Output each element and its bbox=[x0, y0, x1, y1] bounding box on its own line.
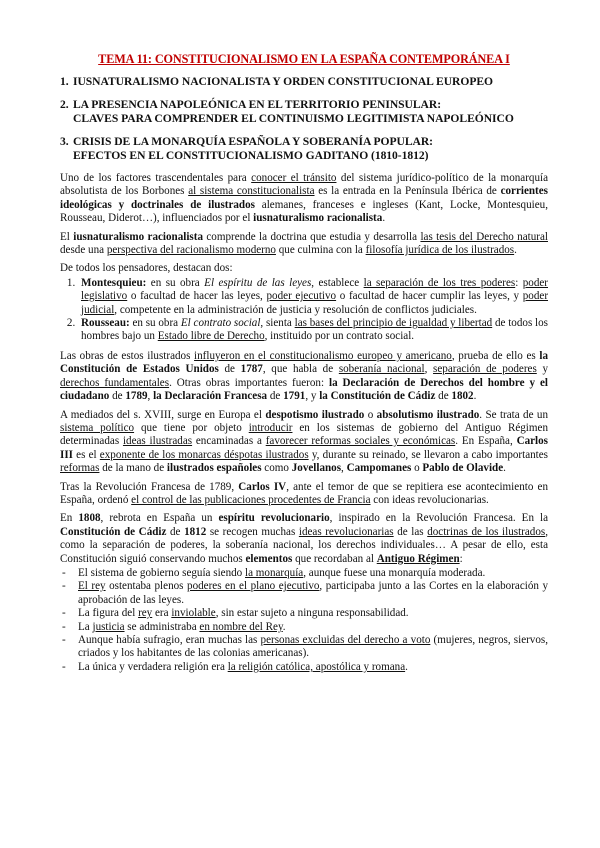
section-title: CRISIS DE LA MONARQUÍA ESPAÑOLA Y SOBERANÍA POPULAR: EFECTOS EN EL CONSTITUCIONALISMO GADITANO (1810-1812) bbox=[73, 135, 433, 162]
list-item: - El sistema de gobierno seguía siendo la monarquía, aunque fuese una monarquía moderada. bbox=[78, 567, 548, 580]
section-heading-2 bbox=[60, 98, 548, 126]
page-title: TEMA 11: CONSTITUCIONALISMO EN LA ESPAÑA CONTEMPORÁNEA I bbox=[98, 52, 510, 66]
paragraph-pensadores: De todos los pensadores, destacan dos: bbox=[60, 262, 233, 275]
document-page bbox=[60, 52, 548, 674]
list-item-montesquieu: 1. Montesquieu: en su obra El espíritu de las leyes, establece la separación de los tres poderes: poder legislativo o facultad de hacer las leyes, poder ejecutivo o facultad de hacer cumplir las leyes, y poder judicial, competente en la administración de justicia y resolución de conflictos judiciales. bbox=[78, 277, 548, 317]
paragraph-1808: En 1808, rebrota en España un espíritu revolucionario, inspirado en la Revolución Francesa. En la Constitución de Cádiz de 1812 se recogen muchas ideas revolucionarias de las doctrinas de los ilustrados, como la separación de poderes, la soberanía nacional, los derechos individuales… A pesar de ello, esta Constitución siguió conservando muchos elementos que recordaban al Antiguo Régimen: bbox=[60, 512, 549, 565]
list-item: - Aunque había sufragio, eran muchas las personas excluidas del derecho a voto (mujeres, negros, siervos, criados y los habitantes de las colonias americanas). bbox=[78, 634, 548, 661]
paragraph-iusnaturalismo: El iusnaturalismo racionalista comprende la doctrina que estudia y desarrolla las tesis del Derecho natural desde una perspectiva del racionalismo moderno que culmina con la filosofía jurídica de los ilustrados. bbox=[60, 230, 548, 257]
list-item: - La justicia se administraba en nombre del Rey. bbox=[78, 621, 548, 634]
list-item: - La única y verdadera religión era la religión católica, apostólica y romana. bbox=[78, 661, 548, 674]
list-item: - La figura del rey era inviolable, sin estar sujeto a ninguna responsabilidad. bbox=[78, 607, 548, 620]
section-number: 2. bbox=[60, 98, 69, 111]
section-heading-3 bbox=[60, 135, 548, 163]
paragraph-despotismo: A mediados del s. XVIII, surge en Europa el despotismo ilustrado o absolutismo ilustrado. Se trata de un sistema político que tiene por objeto introducir en los sistemas de gobierno del Antiguo Régimen determinadas ideas ilustradas encaminadas a favorecer reformas sociales y económicas. En España, Carlos III es el exponente de los monarcas déspotas ilustrados y, durante su reinado, se llevaron a cabo importantes reformas de la mano de ilustrados españoles como Jovellanos, Campomanes o Pablo de Olavide. bbox=[60, 408, 549, 475]
list-item: - El rey ostentaba plenos poderes en el plano ejecutivo, participaba junto a las Cortes en la elaboración y aprobación de las leyes. bbox=[78, 580, 548, 607]
thinkers-list bbox=[60, 277, 548, 344]
section-heading-1 bbox=[60, 75, 548, 89]
section-title: LA PRESENCIA NAPOLEÓNICA EN EL TERRITORIO PENINSULAR: CLAVES PARA COMPRENDER EL CONTINUISMO LEGITIMISTA NAPOLEÓNICO bbox=[73, 98, 514, 125]
antiguo-regimen-list bbox=[60, 567, 548, 674]
paragraph-obras: Las obras de estos ilustrados influyeron en el constitucionalismo europeo y americano, prueba de ello es la Constitución de Estados Unidos de 1787, que habla de soberanía nacional, separación de poderes y derechos fundamentales. Otras obras importantes fueron: la Declaración de Derechos del hombre y el ciudadano de 1789, la Declaración Francesa de 1791, y la Constitución de Cádiz de 1802. bbox=[60, 349, 548, 403]
section-number: 1. bbox=[60, 75, 69, 88]
paragraph-intro: Uno de los factores trascendentales para conocer el tránsito del sistema jurídico-político de la monarquía absolutista de los Borbones al sistema constitucionalista es la entrada en la Península Ibérica de corrientes ideológicas y doctrinales de ilustrados alemanes, franceses e ingleses (Kant, Locke, Montesquieu, Rousseau, Diderot…), influenciados por el iusnaturalismo racionalista. bbox=[60, 172, 549, 225]
list-item-rousseau: 2. Rousseau: en su obra El contrato social, sienta las bases del principio de igualdad y libertad de todos los hombres bajo un Estado libre de Derecho, instituido por un contrato social. bbox=[78, 317, 548, 344]
section-number: 3. bbox=[60, 135, 69, 148]
section-title: IUSNATURALISMO NACIONALISTA Y ORDEN CONSTITUCIONAL EUROPEO bbox=[73, 75, 494, 88]
paragraph-carlos-iv: Tras la Revolución Francesa de 1789, Carlos IV, ante el temor de que se repitiera ese acontecimiento en España, ordenó el control de las publicaciones procedentes de Francia con ideas revolucionarias. bbox=[60, 480, 548, 506]
